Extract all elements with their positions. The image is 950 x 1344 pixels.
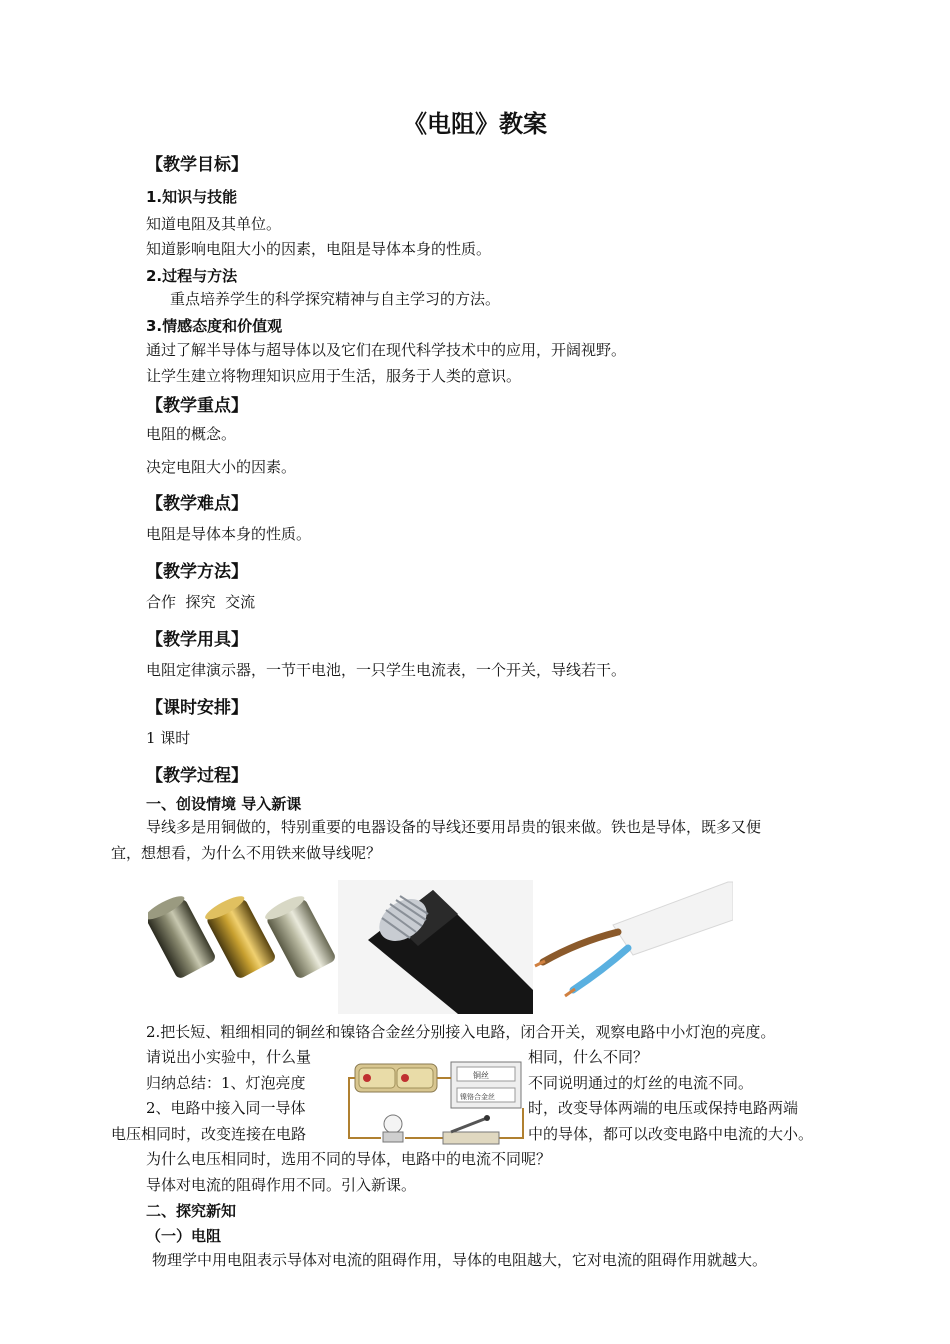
copper-label: 铜丝 [473,1071,489,1080]
text-line: 合作 探究 交流 [146,593,256,611]
text-line: 重点培养学生的科学探究精神与自主学习的方法。 [170,290,501,308]
text-line: 知道影响电阻大小的因素，电阻是导体本身的性质。 [146,240,492,258]
text-line: 1 课时 [146,729,191,747]
heading-schedule: 【课时安排】 [146,698,248,718]
subheading-resistance: （一）电阻 [146,1227,222,1245]
text-line: 导体对电流的阻碍作用不同。引入新课。 [146,1176,417,1194]
heading-process: 【教学过程】 [146,766,248,786]
text-line: 中的导体，都可以改变电路中电流的大小。 [528,1125,814,1143]
text-line: 电阻定律演示器，一节干电池，一只学生电流表，一个开关，导线若干。 [146,661,627,679]
text-line: 让学生建立将物理知识应用于生活，服务于人类的意识。 [146,367,522,385]
text-line: 不同说明通过的灯丝的电流不同。 [528,1074,754,1092]
heading-key-points: 【教学重点】 [146,396,248,416]
subheading-part1: 一、创设情境 导入新课 [146,795,302,813]
text-line: 请说出小实验中，什么量 [146,1048,312,1066]
text-line: 为什么电压相同时，选用不同的导体，电路中的电流不同呢？ [146,1150,552,1168]
aluminum-cable-photo [338,880,533,1014]
text-line: 电阻的概念。 [146,425,237,443]
heading-tools: 【教学用具】 [146,630,248,650]
two-core-wire-photo [533,880,733,1005]
text-line: 导线多是用铜做的，特别重要的电器设备的导线还要用昂贵的银来做。铁也是导体，既多又便 [146,818,762,836]
text-line: 归纳总结：1、灯泡亮度 [146,1074,306,1092]
text-line: 相同，什么不同？ [528,1048,649,1066]
text-line: 知道电阻及其单位。 [146,215,282,233]
heading-methods: 【教学方法】 [146,562,248,582]
text-line: 物理学中用电阻表示导体对电流的阻碍作用，导体的电阻越大，它对电流的阻碍作用就越大。 [152,1251,768,1269]
subheading-part2: 二、探究新知 [146,1202,237,1220]
text-line: 通过了解半导体与超导体以及它们在现代科学技术中的应用，开阔视野。 [146,341,627,359]
subheading-process: 2.过程与方法 [146,267,238,285]
heading-difficulties: 【教学难点】 [146,494,248,514]
text-line: 2、电路中接入同一导体 [146,1099,306,1117]
text-line: 时，改变导体两端的电压或保持电路两端 [528,1099,799,1117]
text-line: 电阻是导体本身的性质。 [146,525,312,543]
subheading-knowledge: 1.知识与技能 [146,188,238,206]
heading-objectives: 【教学目标】 [146,155,248,175]
nichrome-label: 镍铬合金丝 [460,1093,495,1101]
circuit-diagram [347,1056,527,1150]
page-title: 《电阻》教案 [403,110,547,138]
text-line: 宜，想想看，为什么不用铁来做导线呢？ [111,844,382,862]
metal-cylinders-photo [148,885,338,995]
subheading-values: 3.情感态度和价值观 [146,317,283,335]
text-line: 2.把长短、粗细相同的铜丝和镍铬合金丝分别接入电路，闭合开关，观察电路中小灯泡的亮度。 [146,1023,776,1041]
text-line: 电压相同时，改变连接在电路 [111,1125,307,1143]
text-line: 决定电阻大小的因素。 [146,458,297,476]
